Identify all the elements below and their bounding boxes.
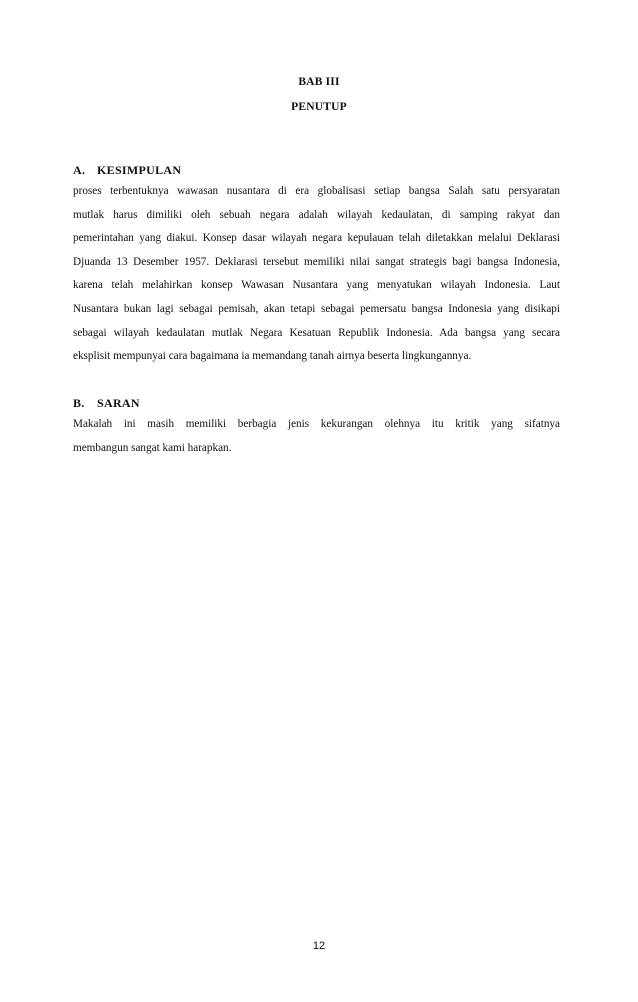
- paragraph-line: proses terbentuknya wawasan nusantara di era globalisasi setiap bangsa Salah satu persyaratan: [73, 185, 560, 197]
- paragraph-line: eksplisit mempunyai cara bagaimana ia memandang tanah airnya beserta lingkungannya.: [73, 350, 472, 363]
- section-heading-kesimpulan: [73, 163, 181, 178]
- paragraph-saran: [73, 413, 560, 460]
- page-number: 12: [312, 940, 326, 952]
- paragraph-line: sebagai wilayah kedaulatan mutlak Negara Kesatuan Republik Indonesia. Ada bangsa yang secara: [73, 326, 560, 339]
- chapter-label: BAB III: [298, 76, 340, 88]
- section-number: A.: [73, 163, 86, 177]
- paragraph-line: karena telah melahirkan konsep Wawasan Nusantara yang menyatukan wilayah Indonesia. Laut: [73, 279, 560, 292]
- section-title: KESIMPULAN: [97, 163, 182, 177]
- chapter-title: PENUTUP: [291, 101, 347, 113]
- section-number: B.: [73, 396, 85, 410]
- section-title: SARAN: [97, 396, 140, 410]
- paragraph-line: mutlak harus dimiliki oleh sebuah negara adalah wilayah kedaulatan, di samping rakyat dan: [73, 208, 560, 221]
- paragraph-line: Makalah ini masih memiliki berbagia jenis kekurangan olehnya itu kritik yang sifatnya: [73, 418, 560, 430]
- paragraph-line: membangun sangat kami harapkan.: [73, 441, 232, 454]
- paragraph-line: pemerintahan yang diakui. Konsep dasar wilayah negara kepulauan telah diletakkan melalui Deklarasi: [73, 232, 560, 245]
- section-heading-saran: [73, 396, 140, 411]
- paragraph-line: Nusantara bukan lagi sebagai pemisah, akan tetapi sebagai pemersatu bangsa Indonesia yang disikapi: [73, 302, 560, 315]
- paragraph-line: Djuanda 13 Desember 1957. Deklarasi tersebut memiliki nilai sangat strategis bagi bangsa Indonesia,: [73, 255, 560, 268]
- paragraph-kesimpulan: [73, 180, 560, 369]
